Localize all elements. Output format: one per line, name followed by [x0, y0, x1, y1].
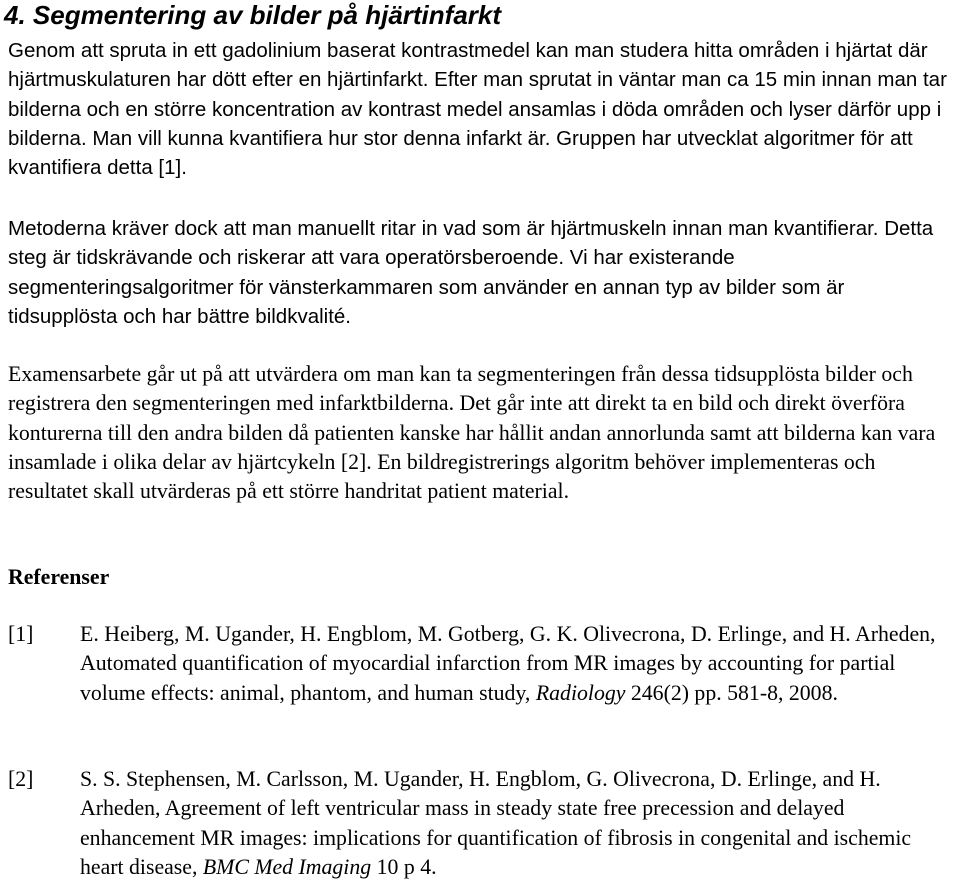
paragraph-thesis-task: Examensarbete går ut på att utvärdera om man kan ta segmenteringen från dessa tidsupplösta bilder och registrera den segmenteringen med infarktbilderna. Det går inte att direkt ta en bild och direkt överföra konturerna till den andra bilden då patienten kanske har hållit andan annorlunda samt att bilderna kan vara insamlade i olika delar av hjärtcykeln [2]. En bildregistrerings algoritm behöver implementeras och resultatet skall utvärderas på ett större handritat patient material.: [8, 362, 936, 504]
reference-citation: E. Heiberg, M. Ugander, H. Engblom, M. Gotberg, G. K. Olivecrona, D. Erlinge, and H. Arheden, Automated quantification of myocardial infarction from MR images by accounting for partial volume effects: animal, phantom, and human study,: [80, 622, 936, 705]
reference-citation: S. S. Stephensen, M. Carlsson, M. Ugander, H. Engblom, G. Olivecrona, D. Erlinge, and H. Arheden, Agreement of left ventricular mass in steady state free precession and delayed enhancement MR images: implications for quantification of fibrosis in congenital and ischemic heart disease,: [80, 767, 912, 879]
reference-details: 10 p 4.: [376, 854, 437, 879]
reference-journal: BMC Med Imaging: [202, 854, 372, 879]
reference-journal: Radiology: [535, 680, 626, 705]
reference-details: 246(2) pp. 581-8, 2008.: [630, 680, 838, 705]
reference-number: [2]: [8, 767, 34, 791]
references-heading: Referenser: [8, 565, 110, 589]
paragraph-intro: Genom att spruta in ett gadolinium baserat kontrastmedel kan man studera hitta områden i hjärtat där hjärtmuskulaturen har dött efter en hjärtinfarkt. Efter man sprutat in väntar man ca 15 min innan man tar bilderna och en större koncentration av kontrast medel ansamlas i döda områden och lyser därför upp i bilderna. Man vill kunna kvantifiera hur stor denna infarkt är. Gruppen har utvecklat algoritmer för att kvantifiera detta [1].: [8, 39, 947, 180]
paragraph-methods: Metoderna kräver dock att man manuellt ritar in vad som är hjärtmuskeln innan man kvantifierar. Detta steg är tidskrävande och riskerar att vara operatörsberoende. Vi har existerande segmenteringsalgoritmer för vänsterkammaren som använder en annan typ av bilder som är tidsupplösta och har bättre bildkvalité.: [8, 217, 934, 328]
reference-number: [1]: [8, 622, 34, 646]
reference-text: [80, 765, 956, 882]
reference-text: [80, 620, 956, 708]
section-heading: 4. Segmentering av bilder på hjärtinfarkt: [4, 0, 502, 30]
